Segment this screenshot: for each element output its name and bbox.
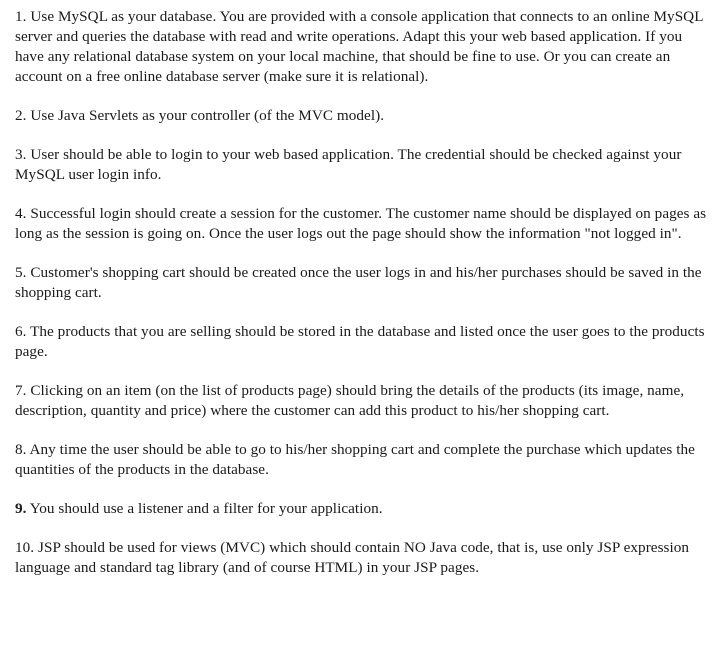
item-number: 6.	[15, 323, 27, 340]
item-number: 10.	[15, 539, 35, 556]
item-number: 3.	[15, 146, 27, 163]
item-number: 1.	[15, 8, 27, 25]
requirement-item-6	[15, 322, 711, 362]
item-number: 9.	[15, 500, 27, 517]
requirement-item-7	[15, 381, 711, 421]
item-text: Clicking on an item (on the list of products page) should bring the details of the products (its image, name, description, quantity and price) where the customer can add this product to his/her shopping cart.	[15, 382, 685, 419]
item-number: 7.	[15, 382, 27, 399]
item-text: User should be able to login to your web based application. The credential should be checked against your MySQL user login info.	[15, 146, 682, 183]
requirement-item-4	[15, 204, 711, 244]
item-text: The products that you are selling should be stored in the database and listed once the user goes to the products page.	[15, 323, 705, 360]
requirement-item-2	[15, 106, 711, 126]
item-text: Use Java Servlets as your controller (of the MVC model).	[30, 107, 385, 124]
item-text: You should use a listener and a filter for your application.	[29, 500, 383, 517]
item-text: Customer's shopping cart should be created once the user logs in and his/her purchases should be saved in the shopping cart.	[15, 264, 702, 301]
requirement-item-8	[15, 440, 711, 480]
item-number: 5.	[15, 264, 27, 281]
item-text: JSP should be used for views (MVC) which should contain NO Java code, that is, use only JSP expression language and standard tag library (and of course HTML) in your JSP pages.	[15, 539, 690, 576]
requirements-document	[15, 7, 711, 597]
item-text: Successful login should create a session for the customer. The customer name should be displayed on pages as long as the session is going on. Once the user logs out the page should show the information "not logged in".	[15, 205, 707, 242]
requirement-item-3	[15, 145, 711, 185]
requirement-item-9	[15, 499, 711, 519]
item-text: Use MySQL as your database. You are provided with a console application that connects to an online MySQL server and queries the database with read and write operations. Adapt this your web based application. If you have any relational database system on your local machine, that should be fine to use. Or you can create an account on a free online database server (make sure it is relational).	[15, 8, 703, 85]
requirement-item-10	[15, 538, 711, 578]
item-number: 2.	[15, 107, 27, 124]
requirement-item-1	[15, 7, 711, 87]
item-text: Any time the user should be able to go to his/her shopping cart and complete the purchase which updates the quantities of the products in the database.	[15, 441, 695, 478]
item-number: 8.	[15, 441, 27, 458]
requirement-item-5	[15, 263, 711, 303]
item-number: 4.	[15, 205, 27, 222]
